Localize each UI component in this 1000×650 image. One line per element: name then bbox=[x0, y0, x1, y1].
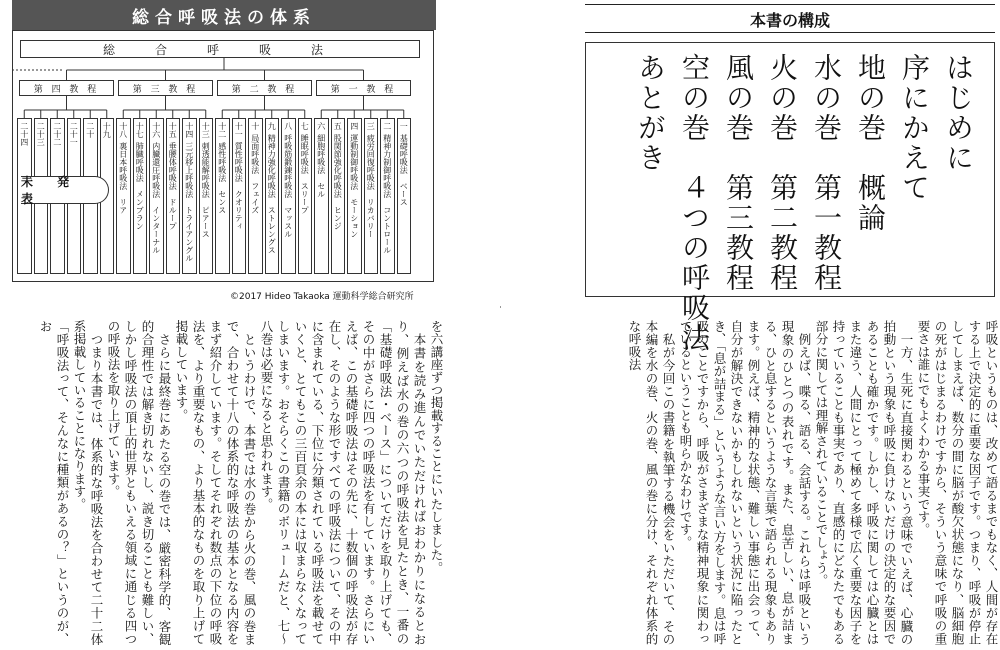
column-name: 運動制御呼吸法 モーション bbox=[349, 134, 359, 238]
column-node bbox=[265, 118, 280, 274]
root-node: 総 合 呼 吸 法 bbox=[20, 40, 420, 58]
column-name: 疲労回復呼吸法 リカバリー bbox=[366, 134, 376, 238]
column-name: 睡眠呼吸法 スリープ bbox=[300, 134, 310, 214]
paragraph: 呼吸というものは、改めて語るまでもなく、人間が存在する上で決定的に重要な因子です。つまり、呼吸が停止してしまえば、数分の間に脳が酸欠状態になり、脳細胞の死がはじまるわけですから、そういう意味で呼吸の重要さは誰にでもよくわかる事実です。 bbox=[916, 320, 999, 645]
column-number: 二十四 bbox=[19, 122, 29, 146]
column-name: 局面呼吸法 フェイズ bbox=[250, 134, 260, 214]
paragraph: というわけで、本書では水の巻から火の巻、風の巻まで、合わせて十八の体系的な呼吸法の基本となる内容をまず紹介しています。そしてそれぞれ数点の下位の呼吸法を、より重要なもの、より基本的なものを取り上げて掲載しています。 bbox=[174, 320, 257, 645]
column-name: 感性呼吸法 センス bbox=[217, 142, 227, 214]
page-left-body bbox=[0, 320, 445, 645]
toc-item: 地の巻 概論 bbox=[854, 53, 887, 233]
column-number: 九 bbox=[267, 122, 277, 130]
toc-bottom-rule bbox=[585, 32, 995, 33]
column-number: 十七 bbox=[135, 122, 145, 138]
category-node: 第 三 教 程 bbox=[118, 80, 213, 96]
column-number: 五 bbox=[333, 122, 343, 130]
column-name: 刺透能解呼吸法 ピアース bbox=[201, 142, 211, 238]
column-node bbox=[380, 118, 395, 274]
column-node bbox=[215, 118, 230, 274]
toc-item: 空の巻 ４つの呼吸法 bbox=[678, 53, 711, 353]
toc-item: 序にかえて bbox=[898, 53, 931, 203]
column-node bbox=[331, 118, 346, 274]
column-name: 肺臓呼吸法 メンブラン bbox=[135, 142, 145, 230]
column-node bbox=[182, 118, 197, 274]
column-node bbox=[133, 118, 148, 274]
paragraph: 例えば、喋る、語る、会話する。これらは呼吸という現象のひとつの表れです。また、息苦しい、息が詰まる、ひと息するというような言葉で語られる現象もあります。例えば、精神的な状態、難しい事態に出会って、自分が解決できないかもしれないという状況に陥ったとき、「息が詰まる」というような言い方をします。息は呼吸のことですから、呼吸がさまざまな精神現象に関わっているということも明らかなわけです。 bbox=[678, 320, 812, 645]
toc-list bbox=[628, 53, 980, 353]
column-name: 質性呼吸法 クオリティ bbox=[234, 142, 244, 230]
column-name: 内臓還圧呼吸法 インターナル bbox=[151, 142, 161, 254]
toc-item: あとがき bbox=[634, 53, 667, 173]
column-name: 三元移上呼吸法 トライアングル bbox=[184, 142, 194, 262]
column-number: 二十二 bbox=[52, 122, 62, 146]
column-node bbox=[166, 118, 181, 274]
column-name: 基礎呼吸法 ベース bbox=[399, 134, 409, 206]
column-number: 十二 bbox=[217, 122, 227, 138]
category-node: 第 四 教 程 bbox=[19, 80, 114, 96]
toc-box bbox=[585, 42, 995, 353]
toc-title: 本書の構成 bbox=[749, 11, 830, 30]
column-node bbox=[314, 118, 329, 274]
column-number: 二十一 bbox=[69, 122, 79, 146]
column-number: 十八 bbox=[118, 122, 128, 138]
paragraph: を六講座ずつ掲載することにいたしました。 bbox=[429, 320, 444, 574]
column-name: 細胞呼吸法 セル bbox=[316, 134, 326, 198]
copyright-text: ©2017 Hideo Takaoka 運動科学総合研究所 bbox=[230, 292, 414, 302]
column-node bbox=[298, 118, 313, 274]
column-node bbox=[116, 118, 131, 274]
column-number: 二十 bbox=[85, 122, 95, 138]
column-name: 裏日本呼吸法 リア bbox=[118, 142, 128, 214]
unissued-label: 未 発 表 bbox=[21, 176, 109, 204]
column-name: 精神力制御呼吸法 コントロール bbox=[382, 134, 392, 254]
column-node bbox=[347, 118, 362, 274]
column-number: 七 bbox=[300, 122, 310, 130]
column-number: 十六 bbox=[151, 122, 161, 138]
column-name: 垂腰体呼吸法 ドループ bbox=[168, 142, 178, 230]
column-number: 十九 bbox=[102, 122, 112, 138]
column-number: 二十三 bbox=[36, 122, 46, 146]
column-number: 三 bbox=[366, 122, 376, 130]
column-node bbox=[232, 118, 247, 274]
column-number: 八 bbox=[283, 122, 293, 130]
toc-top-rule bbox=[585, 4, 995, 5]
paragraph: つまり本書では、体系的な呼吸法を合わせて二十二体系掲載していることになります。 bbox=[72, 320, 104, 645]
toc-item: はじめに bbox=[942, 53, 975, 173]
page-right-body bbox=[580, 320, 1000, 645]
column-number: 二 bbox=[382, 122, 392, 130]
paragraph: 一方、生死に直接関わるという意味でいえば、心臓の拍動という現象も呼吸に負けないだけの決定的な要因であることも確かです。しかし、呼吸に関しては心臓とはまた違う、人間にとって極めて多様で広く重要な因子を持っていることも事実であり、直感的にどなたでもある部分に関しては理解されていることでしょう。 bbox=[814, 320, 914, 645]
paragraph: さらに最終巻にあたる空の巻では、厳密科学的、客観的合理性では解き切れないし、説き切ることも難しい、しかし呼吸法の頂上的世界ともいえる領域に通じる四つの呼吸法を取り上げています。 bbox=[106, 320, 172, 645]
column-node bbox=[199, 118, 214, 274]
column-number: 六 bbox=[316, 122, 326, 130]
column-node bbox=[248, 118, 263, 274]
column-number: 四 bbox=[349, 122, 359, 130]
column-number: 十五 bbox=[168, 122, 178, 138]
category-node: 第 二 教 程 bbox=[217, 80, 312, 96]
column-name: 精神力強化呼吸法 ストレングス bbox=[267, 134, 277, 254]
column-number: 十三 bbox=[201, 122, 211, 138]
paragraph: 私が今回この書籍を執筆する機会をいただいて、その本編を水の巻、火の巻、風の巻に分け、それぞれ体系的な呼吸法 bbox=[627, 320, 676, 645]
paragraph: 「呼吸法って、そんなに種類があるの？」というのが、お bbox=[38, 320, 70, 645]
column-name: 股関節強化呼吸法 ヒンジ bbox=[333, 134, 343, 230]
toc-item: 水の巻 第一教程 bbox=[810, 53, 843, 293]
column-number: 十一 bbox=[234, 122, 244, 138]
column-node bbox=[397, 118, 412, 274]
paragraph: 本書を読み進んでいただければおわかりになるとおり、例えば水の巻の六つの呼吸法を見たとき、一番の「基礎呼吸法・ベース」についてだけを取り上げても、その中がさらに四つの呼吸法を有しています。さらにいえば、この基礎呼吸法はその先に、十数個の呼吸法が存在し、そのような形ですべての呼吸法について、その中に含まれている、下位に分類されている呼吸法を載せていくと、とてもこの三百頁余の本には収まらなくなってしまいます。おそらくこの書籍のボリュームだと、七～八巻は必要になると思われます。 bbox=[259, 320, 427, 645]
toc-item: 風の巻 第三教程 bbox=[722, 53, 755, 293]
column-node bbox=[281, 118, 296, 274]
diagram-title: 総合呼吸法の体系 bbox=[12, 0, 436, 30]
toc-item: 火の巻 第二教程 bbox=[766, 53, 799, 293]
page-gutter bbox=[500, 306, 501, 308]
column-name: 呼吸筋鍛錬呼吸法 マッスル bbox=[283, 134, 293, 238]
column-number: 十 bbox=[250, 122, 260, 130]
column-node bbox=[149, 118, 164, 274]
column-number: 十四 bbox=[184, 122, 194, 138]
column-number: 一 bbox=[399, 122, 409, 130]
category-node: 第 一 教 程 bbox=[316, 80, 411, 96]
column-node bbox=[364, 118, 379, 274]
